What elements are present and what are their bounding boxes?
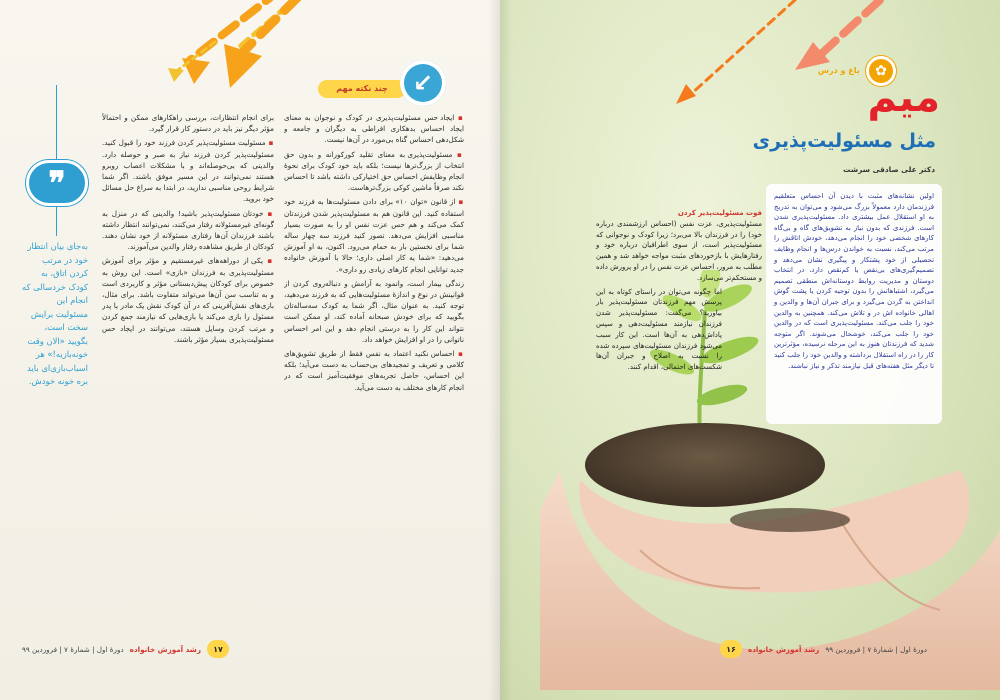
quote-divider [56, 206, 57, 236]
quote-divider [56, 85, 57, 160]
paragraph: ▪ مسئولیت‌پذیری به معنای تقلید کورکورانه و بدون حق انتخاب از بزرگ‌ترها نیست؛ بلکه باید خود کودک برای نحوهٔ انجام وظایفش احساس حق اختیارکی داشته باشد تا احساس نکند صرفاً ماشین کوکی بزرگ‌ترهاست. [284, 149, 464, 193]
paragraph: ▪ خودتان مسئولیت‌پذیر باشید! والدینی که در منزل به گونه‌ای غیرمسئولانه رفتار می‌کنند، نمی‌توانند انتظار داشته باشند فرزندان آن‌ها رفتاری مسئولانه از خود نشان دهند. کودکان از طریق مشاهده رفتار والدین می‌آموزند. [102, 208, 274, 252]
tips-title: چند نکته مهم [318, 80, 406, 98]
section-label: باغ و درس [818, 66, 860, 75]
footer-brand: رشد آموزش خانواده [748, 644, 820, 654]
footer-right [720, 640, 927, 658]
paragraph: مسئولیت‌پذیری، عزت نفس (احساس ارزشمندی درباره خود) را در فرزندان بالا می‌برد؛ زیرا کودک و نوجوانی که مسئولیت‌پذیر است، از سوی اطرافیان درباره خود و رفتارهایش با بازخوردهای مثبت مواجه خواهد شد و همین مطلب به مرور، احساس عزت نفس را در او پرورش داده و مستحکم‌تر می‌سازد. [596, 219, 762, 282]
quote-icon: ❞ [26, 160, 88, 206]
paragraph: ▪ از قانون «توان ۱۰» برای دادن مسئولیت‌ها به فرزند خود استفاده کنید. این قانون هم به مسئولیت‌پذیر شدن فرزندتان کمک می‌کند و هم حس عزت نفس او را به صورت بسیار مناسبی افزایش می‌دهد. تصور کنید فرزند سه چهار ساله شما برای نخستین بار به حمام می‌رود. اکنون، به او آموزش می‌دهید: «شما یه کار اصلی داری؛ حالا با آموزش خانواده جدید توانایی انجام کارهای زیادی رو داری». [284, 197, 464, 274]
paragraph: برای انجام انتظارات، بررسی راهکارهای ممکن و احتمالاً مؤثر دیگر نیز باید در دستور کار قرار گیرد. [102, 113, 274, 134]
paragraph: ▪ یکی از دوراهه‌های غیرمستقیم و مؤثر برای آموزش مسئولیت‌پذیری به فرزندان «بازی» است. این روش به خصوص برای کودکان پیش‌دبستانی مؤثر و کاربردی است و به تناسب سن آن‌ها می‌تواند متفاوت باشد. برای مثال، بازی‌های نقش‌آفرینی که در آن کودک نقش یک مادر یا پدر مسئول را بازی می‌کند یا بازی‌هایی که نیازمند جمع کردن و مرتب کردن وسایل هستند، می‌توانند در ایجاد حس مسئولیت‌پذیری بسیار مؤثر باشند. [102, 256, 274, 344]
footer-left [22, 640, 229, 658]
sun-icon: ✿ [866, 56, 896, 86]
article-author: دکتر علی صادقی سرشت [843, 165, 935, 174]
paragraph: زندگی بیمار است، وانمود به آرامش و دنباله‌روی کردن از قوانینش در نوع و اندازهٔ مسئولیت‌هایی که به فرزند می‌دهید، توجه کنید. به عنوان مثال، اگر شما به کودک سه‌ساله‌تان بگویید که برای خودش صبحانه آماده کند، او ممکن است نتواند این کار را به درستی انجام دهد و این امر احساس ناتوانی را در او افزایش خواهد داد. [284, 278, 464, 344]
right-page-body [596, 208, 762, 373]
page-number: ۱۷ [207, 640, 229, 658]
page-number: ۱۶ [720, 640, 742, 658]
lead-paragraph-box: اولین نشانه‌های مثبت با دیدن آن احساس متعلقیم فرزندمان دارد معمولاً بزرگ می‌شود و می‌توان به تدریج به او استقلال عمل بیشتری داد. مسئولیت‌پذیری شدن است. فرزندی که بدون نیاز به تشویق‌های گاه و بی‌گاه کارهای شخصی خود را انجام می‌دهد، خودش اتاقش را مرتب می‌کند، نسبت به خواندن درس‌ها و انجام وظایف تحصیلی از خود پشتکار و پیگیری نشان می‌دهد و تصمیم‌گیری‌های بی‌نقص یا کم‌نقص دارد، در انتخاب دوستان و مدیریت روابط دوستانه‌اش منطقی تصمیم می‌گیرد، اشتباهاتش را بدون توجیه کردن یا پشت گوش انداختن به گردن می‌گیرد و برای جبران آن‌ها و والدین و اهالی خانواده اش در و تلاش می‌کند. همچنین به والدین خود را جلب می‌کند. مسئولیت‌پذیری است که در والدین خود را جلب می‌کند، خوشحال می‌شوند. اگر متوجه شدید که فرزندتان هنوز به این مرحله نرسیده، مؤثرترین کار را در راه استقلال برداشته و والدین خود را جلب کنید تا دیگر مثل هفته‌های قبل نیازمند تذکر و نیاز نباشند. [766, 184, 942, 424]
footer-issue: دورهٔ اول | شمارهٔ ۷ | فروردین ۹۹ [825, 644, 927, 654]
article-headline: میم [867, 75, 940, 121]
paragraph: ▪ احساس نکنید اعتماد به نفس فقط از طریق تشویق‌های کلامی و تعریف و تمجیدهای بی‌حساب به دست می‌آید؛ بلکه این احساس، حاصل تجربه‌های موفقیت‌آمیز است که در انجام کارهای مختلف به دست می‌آید. [284, 349, 464, 392]
left-page-column-right [284, 112, 464, 632]
arrow-small-icon [160, 40, 220, 85]
paragraph: ▪ ایجاد حس مسئولیت‌پذیری در کودک و نوجوان به معنای ایجاد احساس بدهکاری افراطی به دیگران و جامعه و شکل‌دهی احساس گناه بی‌مورد در آن‌ها نیست. [284, 113, 464, 145]
footer-brand: رشد آموزش خانواده [129, 644, 201, 654]
gutter [488, 0, 512, 700]
paragraph: اما چگونه می‌توان در راستای کوتاه به این پرسش مهم فرزندتان مسئولیت‌پذیر بار بیاورید؟ می‌گفت: مسئولیت‌پذیر شدن فرزندان نیازمند مسئولیت‌دهی و سپس پاداش‌دهی به آن‌ها است. این کار سبب می‌شود فرزندان مسئولیت‌های سپرده شده را نسبت به اصلاح و جبران آن‌ها شکست‌های احتمالی، اقدام کنند. [596, 287, 722, 372]
left-page-column-left [102, 112, 274, 632]
section-title: فوت مسئولیت‌پذیر کردن [677, 209, 762, 217]
paragraph: ▪ مسئولیت مسئولیت‌پذیر کردن فرزند خود را قبول کنید. مسئولیت‌پذیر کردن فرزند نیاز به صبر و حوصله دارد. والدینی که بی‌حوصله‌اند و با مشکلات اعصاب روبرو هستند نمی‌توانند در این مسیر موفق باشند. اگر شما شرایط روحی مناسبی ندارید، در ابتدا به سراغ حل مسائل خود بروید. [102, 138, 274, 204]
arrow-down-left-icon: ↙ [400, 60, 446, 106]
pull-quote: به‌جای بیان انتظار خود در مرتب کردن اتاق، به کودک خردسالی که انجام این مسئولیت برایش سخت است، بگویید «الان وقت خونه‌بازیه!» هر اسباب‌بازی‌ای باید بره خونه خودش. [22, 241, 88, 386]
article-subhead: مثل مسئولیت‌پذیری [752, 130, 936, 152]
footer-issue: دورهٔ اول | شمارهٔ ۷ | فروردین ۹۹ [22, 644, 124, 654]
